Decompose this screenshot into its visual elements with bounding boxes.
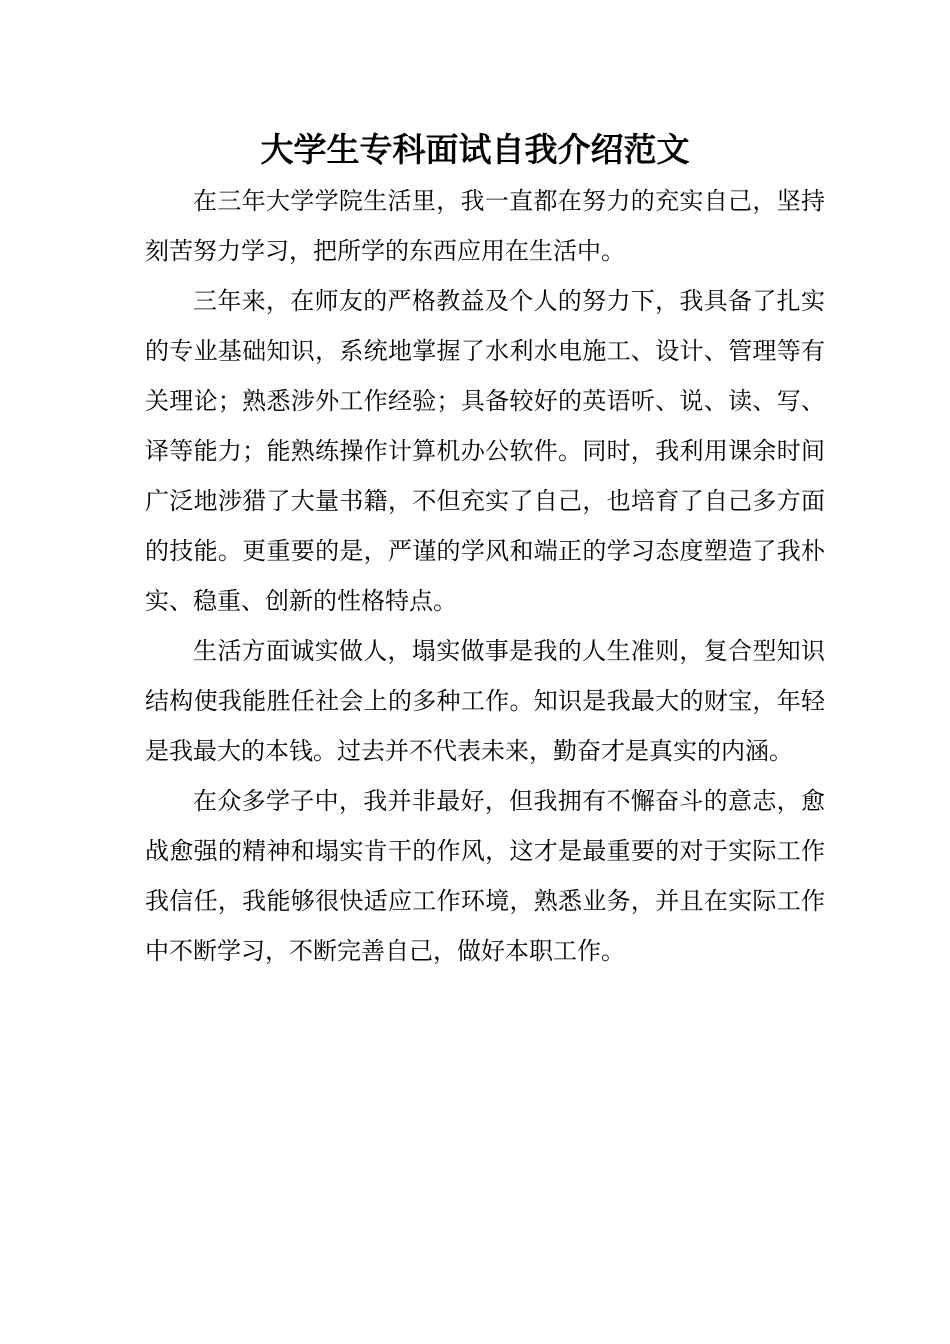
document-title: 大学生专科面试自我介绍范文	[260, 130, 690, 169]
paragraph-4: 在众多学子中，我并非最好，但我拥有不懈奋斗的意志，愈战愈强的精神和塌实肯干的作风，这才是最重要的对于实际工作我信任，我能够很快适应工作环境，熟悉业务，并且在实际工作中不断学习，不断完善自己，做好本职工作。	[145, 787, 825, 965]
paragraph-2: 三年来，在师友的严格教益及个人的努力下，我具备了扎实的专业基础知识，系统地掌握了水利水电施工、设计、管理等有关理论；熟悉涉外工作经验；具备较好的英语听、说、读、写、译等能力；能熟练操作计算机办公软件。同时，我利用课余时间广泛地涉猎了大量书籍，不但充实了自己，也培育了自己多方面的技能。更重要的是，严谨的学风和端正的学习态度塑造了我朴实、稳重、创新的性格特点。	[145, 287, 825, 615]
document-body	[145, 176, 825, 976]
paragraph-1: 在三年大学学院生活里，我一直都在努力的充实自己，坚持刻苦努力学习，把所学的东西应用在生活中。	[145, 187, 825, 265]
paragraph-3: 生活方面诚实做人，塌实做事是我的人生准则，复合型知识结构使我能胜任社会上的多种工作。知识是我最大的财宝，年轻是我最大的本钱。过去并不代表未来，勤奋才是真实的内涵。	[145, 637, 825, 765]
